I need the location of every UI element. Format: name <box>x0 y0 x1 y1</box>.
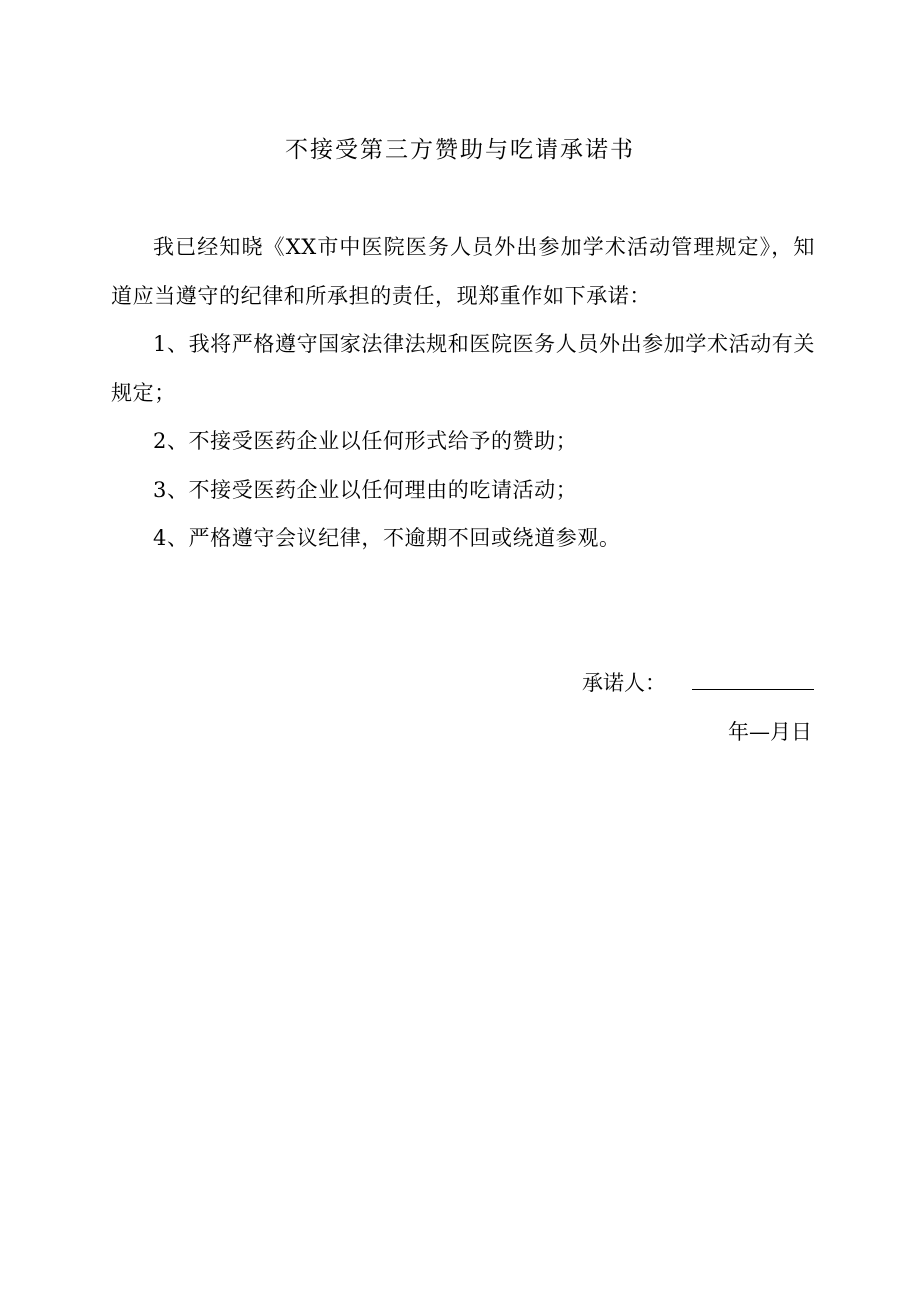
signature-line <box>692 663 814 690</box>
date-line: 年—月日 <box>728 720 812 744</box>
paragraph-item-4: 4、严格遵守会议纪律，不逾期不回或绕道参观。 <box>153 526 621 550</box>
signature-label: 承诺人： <box>582 671 666 695</box>
paragraph-item-1: 1、我将严格遵守国家法律法规和医院医务人员外出参加学术活动有关规定； <box>111 332 815 405</box>
signature-row <box>582 663 814 701</box>
document-title: 不接受第三方赞助与吃请承诺书 <box>285 137 635 163</box>
paragraph-intro: 我已经知晓《XX市中医院医务人员外出参加学术活动管理规定》，知道应当遵守的纪律和所承担的责任，现郑重作如下承诺： <box>111 235 815 308</box>
paragraph-item-2: 2、不接受医药企业以任何形式给予的赞助； <box>153 429 578 453</box>
paragraph-item-3: 3、不接受医药企业以任何理由的吃请活动； <box>153 477 578 502</box>
document-body <box>111 223 815 563</box>
